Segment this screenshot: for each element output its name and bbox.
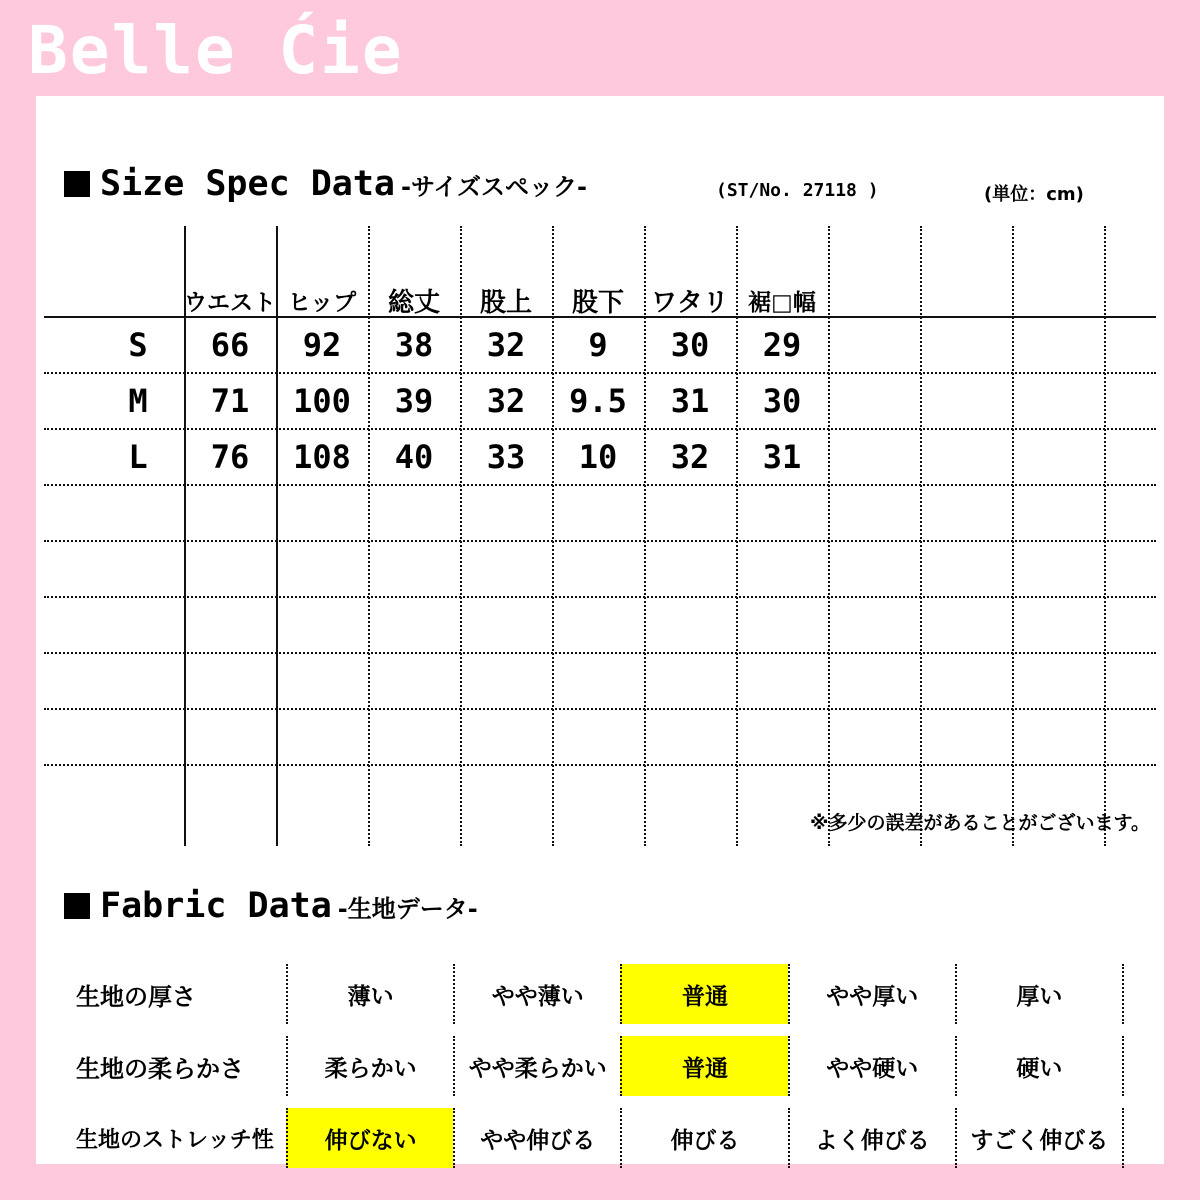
fabric-row-label: 生地の厚さ <box>76 982 196 1011</box>
cell-l-rise: 33 <box>486 438 526 476</box>
cell-l-hip: 108 <box>293 438 351 476</box>
col-header-total-length: 総丈 <box>387 288 440 318</box>
grid-line-h <box>44 428 1156 430</box>
fabric-option[interactable]: 薄い <box>286 964 453 1024</box>
fabric-option[interactable]: 厚い <box>955 964 1124 1024</box>
fabric-row-thickness <box>76 958 1124 1030</box>
grid-line-v <box>644 226 646 846</box>
grid-line-v <box>552 226 554 846</box>
fabric-option[interactable]: やや柔らかい <box>453 1036 620 1096</box>
fabric-row-softness <box>76 1030 1124 1102</box>
row-label-m: M <box>128 382 148 420</box>
cell-m-inseam: 9.5 <box>569 382 627 420</box>
fabric-row-label: 生地のストレッチ性 <box>76 1127 274 1153</box>
fabric-option-selected[interactable]: 普通 <box>620 1036 787 1096</box>
fabric-option[interactable]: 伸びる <box>620 1108 787 1168</box>
grid-line-v <box>276 226 278 846</box>
fabric-option[interactable]: 硬い <box>955 1036 1124 1096</box>
cell-s-rise: 32 <box>486 326 526 364</box>
fabric-row-stretch <box>76 1102 1124 1174</box>
brand-logo: Belle Ćie <box>28 12 404 89</box>
cell-s-hem: 29 <box>762 326 802 364</box>
size-spec-table <box>44 226 1156 846</box>
grid-line-h <box>44 596 1156 598</box>
grid-line-v <box>1104 226 1106 846</box>
fabric-option-selected[interactable]: 普通 <box>620 964 787 1024</box>
grid-line-v <box>736 226 738 846</box>
col-header-inseam: 股下 <box>571 288 624 318</box>
fabric-option[interactable]: よく伸びる <box>788 1108 955 1168</box>
fabric-options-grid <box>76 958 1124 1174</box>
grid-line-h <box>44 764 1156 766</box>
row-label-l: L <box>128 438 148 476</box>
cell-s-inseam: 9 <box>588 326 608 364</box>
col-header-hem-width: 裾□幅 <box>748 290 816 316</box>
fabric-option[interactable]: やや薄い <box>453 964 620 1024</box>
content-card <box>36 96 1164 1164</box>
col-header-rise: 股上 <box>479 288 532 318</box>
cell-s-waist: 66 <box>210 326 250 364</box>
fabric-option[interactable]: やや厚い <box>788 964 955 1024</box>
fabric-option[interactable]: 柔らかい <box>286 1036 453 1096</box>
col-header-thigh: ワタリ <box>651 288 729 318</box>
cell-l-hem: 31 <box>762 438 802 476</box>
black-square-icon <box>64 171 90 197</box>
col-header-hip: ヒップ <box>287 290 357 316</box>
fabric-data-heading <box>64 886 478 926</box>
cell-m-rise: 32 <box>486 382 526 420</box>
grid-line-h <box>44 708 1156 710</box>
fabric-option[interactable]: やや伸びる <box>453 1108 620 1168</box>
cell-l-total: 40 <box>394 438 434 476</box>
size-spec-title: Size Spec Data <box>100 164 396 204</box>
grid-line-v <box>460 226 462 846</box>
grid-line-h <box>44 372 1156 374</box>
cell-m-total: 39 <box>394 382 434 420</box>
grid-line-v <box>1012 226 1014 846</box>
cell-m-thigh: 31 <box>670 382 710 420</box>
measurement-note: ※多少の誤差があることがございます。 <box>810 812 1150 834</box>
cell-s-hip: 92 <box>302 326 342 364</box>
grid-line-v <box>920 226 922 846</box>
grid-line-v <box>184 226 186 846</box>
row-label-s: S <box>128 326 148 364</box>
grid-line-v <box>828 226 830 846</box>
cell-s-total: 38 <box>394 326 434 364</box>
grid-line-v <box>368 226 370 846</box>
grid-line-h <box>44 652 1156 654</box>
cell-s-thigh: 30 <box>670 326 710 364</box>
black-square-icon <box>64 893 90 919</box>
grid-line-h <box>44 540 1156 542</box>
cell-l-thigh: 32 <box>670 438 710 476</box>
fabric-option[interactable]: やや硬い <box>788 1036 955 1096</box>
size-spec-heading <box>64 164 587 204</box>
cell-m-hem: 30 <box>762 382 802 420</box>
col-header-waist: ウエスト <box>184 290 276 316</box>
fabric-option[interactable]: すごく伸びる <box>955 1108 1124 1168</box>
fabric-option-selected[interactable]: 伸びない <box>286 1108 453 1168</box>
fabric-data-title: Fabric Data <box>100 886 332 926</box>
cell-l-waist: 76 <box>210 438 250 476</box>
cell-l-inseam: 10 <box>578 438 618 476</box>
style-number: (ST/No. 27118 ) <box>716 180 879 201</box>
fabric-row-label: 生地の柔らかさ <box>76 1054 244 1083</box>
cell-m-hip: 100 <box>293 382 351 420</box>
fabric-data-subtitle: -生地データ- <box>337 895 478 923</box>
cell-m-waist: 71 <box>210 382 250 420</box>
size-spec-subtitle: -サイズスペック- <box>401 173 588 201</box>
unit-label: (単位：cm) <box>984 184 1084 205</box>
grid-line-h <box>44 484 1156 486</box>
